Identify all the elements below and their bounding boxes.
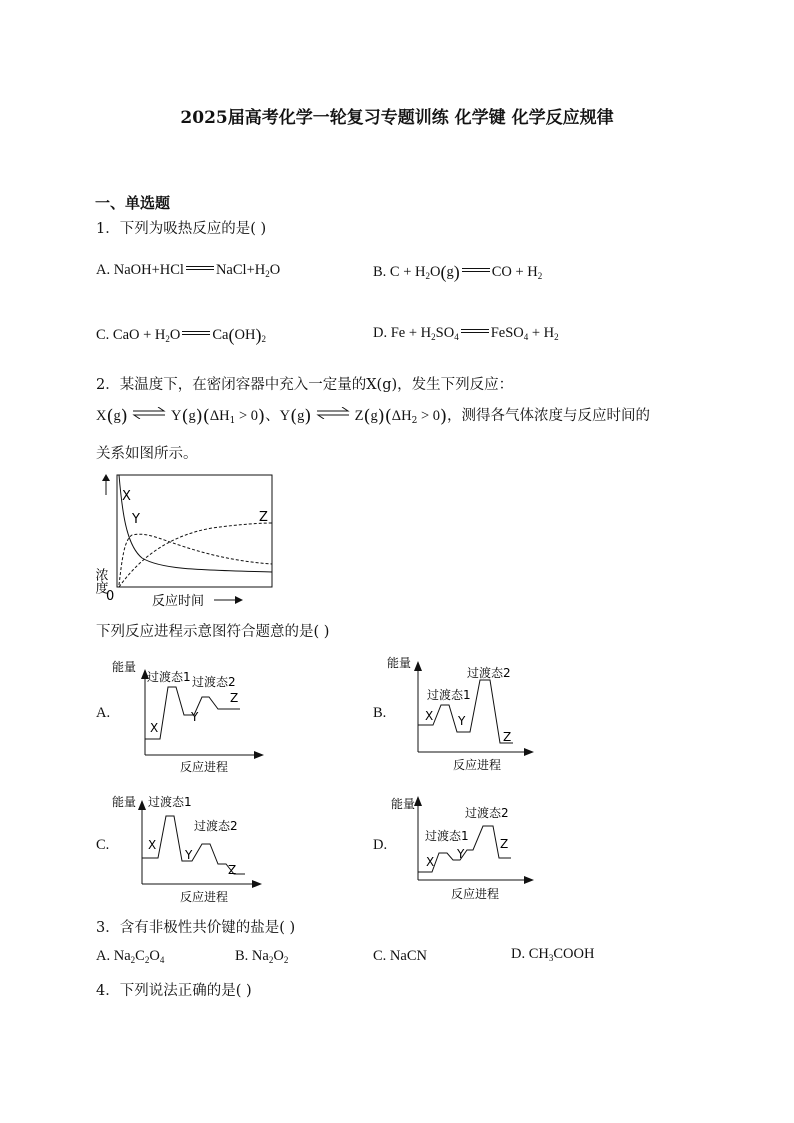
- q4-stem: 4．下列说法正确的是( ): [96, 983, 252, 999]
- q2-equation-line: X(g) $Y(g)(\Delta H_1 > 0)$、Y(g) $Z(g)(\Delta H_2 > 0)$，测得各气体浓度与反应时间的: [96, 406, 651, 427]
- q2-option-b-diagram[interactable]: [385, 655, 545, 775]
- equals-sign: [462, 268, 490, 272]
- z-curve: [119, 523, 272, 587]
- axis-label-energy: 能量: [112, 660, 137, 674]
- equilibrium-arrow-icon: [132, 407, 166, 419]
- q1-option-d[interactable]: D. $Fe + H_2SO_4$ FeSO$_4$ + $H_2$: [373, 325, 559, 342]
- arrowhead-icon: [414, 796, 422, 806]
- q3-option-d[interactable]: D. $CH_3COOH$: [511, 946, 595, 963]
- equals-sign: [461, 329, 489, 333]
- species-y: Y: [191, 710, 199, 724]
- q2-option-c-label[interactable]: C.: [96, 837, 110, 853]
- ts1-label: 过渡态1: [147, 670, 191, 684]
- q2-stem: 2．某温度下，在密闭容器中充入一定量的X(g)，发生下列反应：: [96, 377, 514, 393]
- axis-label-energy: 能量: [112, 795, 137, 809]
- q1-option-a[interactable]: A. NaOH+HCl $NaCl+H_2O$: [96, 262, 281, 279]
- q2-question: 下列反应进程示意图符合题意的是( ): [96, 624, 330, 640]
- curve-label-y: Y: [132, 512, 140, 527]
- arrowhead-icon: [235, 596, 243, 604]
- ts2-label: 过渡态2: [467, 666, 511, 680]
- ts2-label: 过渡态2: [194, 819, 238, 833]
- axis-label-progress: 反应进程: [180, 760, 229, 774]
- species-x: X: [426, 855, 435, 869]
- species-z: Z: [503, 730, 512, 744]
- axis-label-progress: 反应进程: [180, 890, 229, 904]
- ts1-label: 过渡态1: [148, 795, 192, 809]
- q3-option-a[interactable]: A. $Na_2C_2O_4$: [96, 948, 165, 965]
- species-y: Y: [458, 714, 466, 728]
- axis-label-progress: 反应进程: [453, 758, 502, 772]
- ts1-label: 过渡态1: [427, 688, 471, 702]
- arrowhead-icon: [414, 661, 422, 671]
- page-title: 2025届高考化学一轮复习专题训练 化学键 化学反应规律: [180, 108, 614, 128]
- q3-stem: 3．含有非极性共价键的盐是( ): [96, 920, 296, 936]
- arrowhead-icon: [524, 876, 534, 884]
- q1-stem: 1．下列为吸热反应的是( ): [96, 221, 267, 237]
- species-x: X: [148, 838, 157, 852]
- equilibrium-arrow-icon: [316, 407, 350, 419]
- section-heading: 一、单选题: [95, 194, 171, 212]
- arrowhead-icon: [138, 800, 146, 810]
- origin-label: 0: [106, 589, 115, 604]
- axis-label-energy: 能量: [391, 797, 416, 811]
- curve-label-x: X: [122, 489, 131, 504]
- y-axis-label: 浓度: [92, 568, 108, 594]
- species-z: Z: [228, 863, 237, 877]
- x-axis-label: 反应时间: [152, 594, 205, 609]
- ts2-label: 过渡态2: [465, 806, 509, 820]
- q1-option-b[interactable]: B. $C + H_2O(g)$ CO + $H_2$: [373, 262, 543, 282]
- figure-frame: [117, 475, 272, 587]
- arrowhead-icon: [254, 751, 264, 759]
- axis-label-energy: 能量: [387, 656, 412, 670]
- q2-option-d-label[interactable]: D.: [373, 837, 388, 853]
- arrowhead-icon: [524, 748, 534, 756]
- concentration-time-figure: [92, 470, 282, 610]
- q1-option-c[interactable]: C. CaO + $H_2O$ $Ca(OH)_2$: [96, 325, 266, 345]
- axis-label-progress: 反应进程: [451, 887, 500, 901]
- q2-line3: 关系如图所示。: [96, 446, 198, 462]
- q2-option-c-diagram[interactable]: [110, 786, 270, 906]
- species-z: Z: [230, 691, 239, 705]
- q2-option-a-label[interactable]: A.: [96, 705, 111, 721]
- equals-sign: [186, 266, 214, 270]
- q2-option-d-diagram[interactable]: [385, 790, 545, 905]
- species-x: X: [425, 709, 434, 723]
- species-x: X: [150, 721, 159, 735]
- ts1-label: 过渡态1: [425, 829, 469, 843]
- y-curve: [119, 534, 272, 585]
- equals-sign: [182, 331, 210, 335]
- ts2-label: 过渡态2: [192, 675, 236, 689]
- curve-label-z: Z: [259, 510, 268, 525]
- species-z: Z: [500, 837, 509, 851]
- species-y: Y: [457, 847, 465, 861]
- arrowhead-icon: [252, 880, 262, 888]
- q3-option-b[interactable]: B. $Na_2O_2$: [235, 948, 289, 965]
- q3-option-c[interactable]: C. NaCN: [373, 948, 427, 964]
- species-y: Y: [185, 848, 193, 862]
- arrowhead-icon: [102, 474, 110, 481]
- q2-option-b-label[interactable]: B.: [373, 705, 387, 721]
- q2-option-a-diagram[interactable]: [110, 655, 270, 775]
- x-curve: [119, 475, 272, 572]
